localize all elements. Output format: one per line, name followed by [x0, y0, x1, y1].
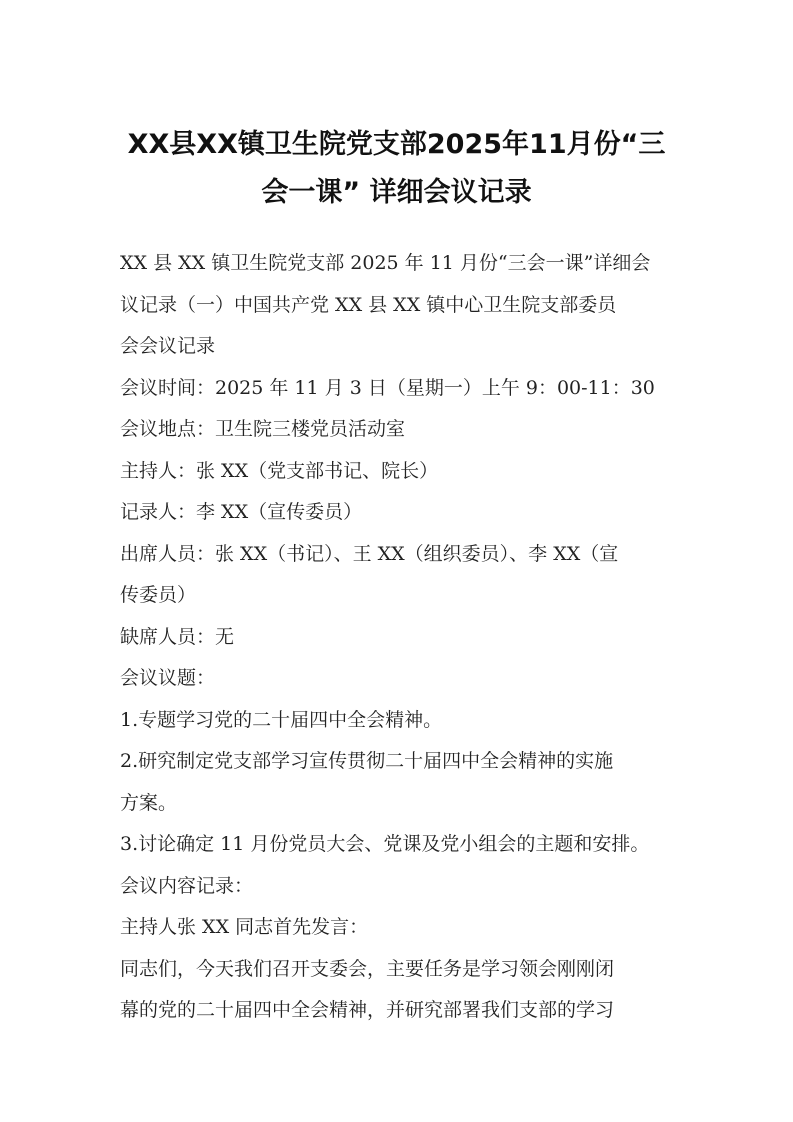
meeting-host: 主持人：张 XX（党支部书记、院长） [120, 460, 439, 482]
body-line: XX 县 XX 镇卫生院党支部 2025 年 11 月份“三会一课”详细会 [120, 252, 651, 274]
body-line: 会会议记录 [120, 335, 216, 357]
agenda-item: 2.研究制定党支部学习宣传贯彻二十届四中全会精神的实施 [120, 750, 614, 772]
agenda-heading: 会议议题： [120, 667, 216, 689]
body-line: 议记录（一）中国共产党 XX 县 XX 镇中心卫生院支部委员 [120, 294, 617, 316]
document-title-line-2: 会一课” 详细会议记录 [261, 177, 532, 208]
body-line: 同志们，今天我们召开支委会，主要任务是学习领会刚刚闭 [120, 958, 615, 980]
attendees-line: 出席人员：张 XX（书记）、王 XX（组织委员）、李 XX（宣 [120, 543, 619, 565]
meeting-location: 会议地点：卫生院三楼党员活动室 [120, 418, 406, 440]
attendees-line: 传委员） [120, 584, 197, 606]
body-line: 幕的党的二十届四中全会精神，并研究部署我们支部的学习 [120, 999, 615, 1021]
agenda-item: 方案。 [120, 792, 178, 814]
agenda-item: 1.专题学习党的二十届四中全会精神。 [120, 709, 443, 731]
content-heading: 会议内容记录： [120, 875, 254, 897]
agenda-item: 3.讨论确定 11 月份党员大会、党课及党小组会的主题和安排。 [120, 833, 650, 855]
meeting-time: 会议时间：2025 年 11 月 3 日（星期一）上午 9：00-11：30 [120, 377, 655, 399]
document-title-line-1: XX县XX镇卫生院党支部2025年11月份“三 [127, 129, 666, 160]
body-line: 主持人张 XX 同志首先发言： [120, 916, 369, 938]
absentees: 缺席人员：无 [120, 626, 235, 648]
meeting-recorder: 记录人：李 XX（宣传委员） [120, 501, 363, 523]
